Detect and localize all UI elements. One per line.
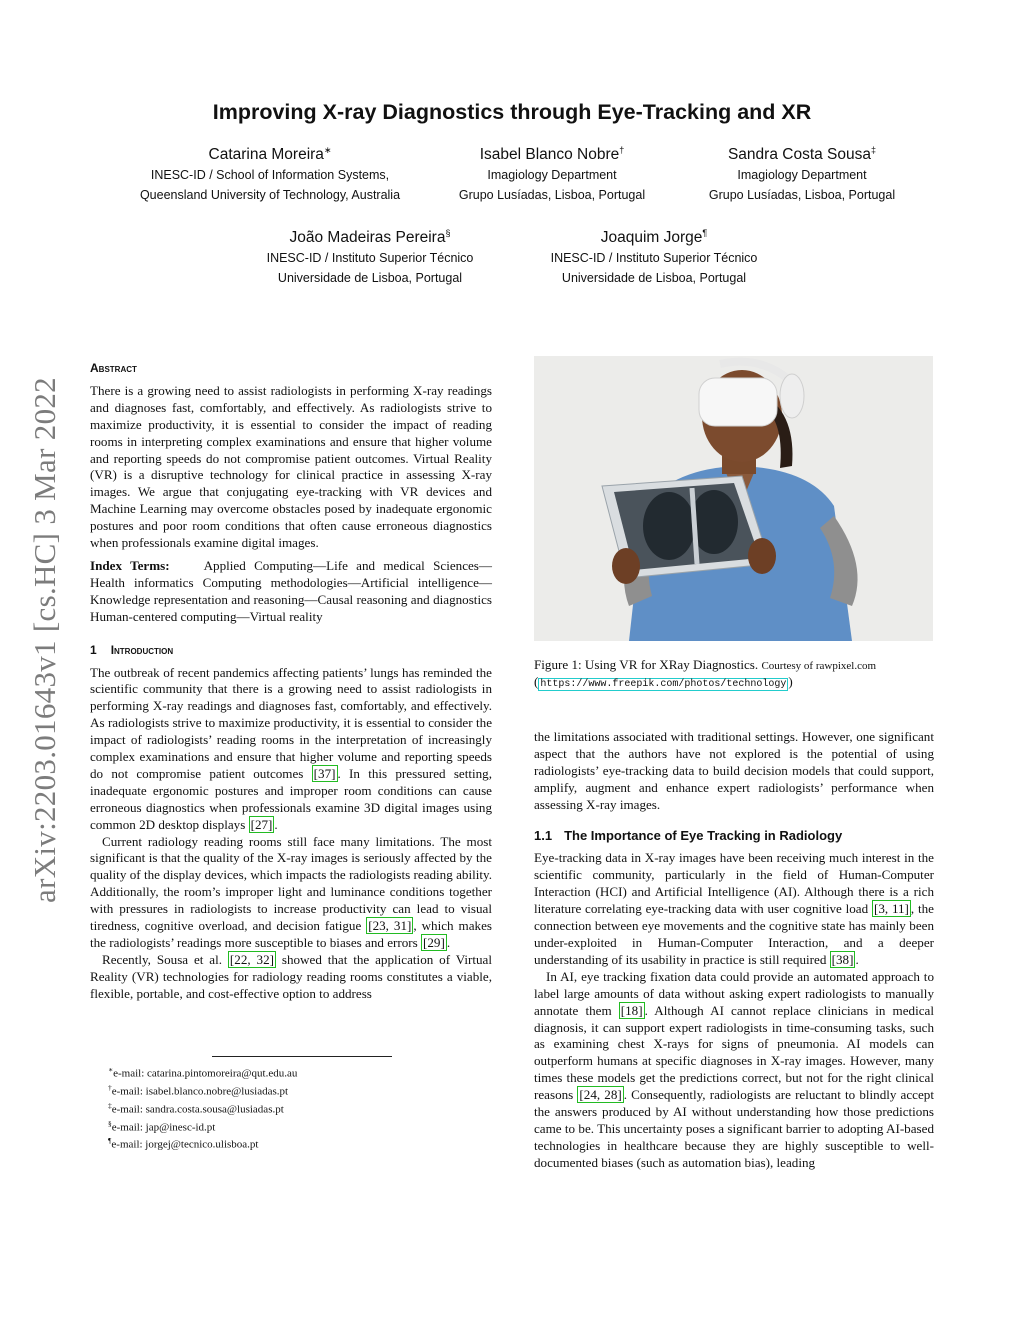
text-run: . Consequently, radiologists are reluctant to blindly accept the answers produced by AI without understanding how those predictions came to be. This uncertainty poses a significant barrier to adopting AI-based technologies in healthcare because they are highly susceptible to well-documented biases (such as automation bias), leading: [534, 1087, 934, 1170]
author-affiliation: Universidade de Lisboa, Portugal: [277, 271, 463, 285]
footnote: [108, 1063, 297, 1081]
left-hand: [612, 548, 640, 584]
text-run: Recently, Sousa et al.: [102, 951, 228, 967]
footnote-text: e-mail: sandra.costa.sousa@lusiadas.pt: [111, 1103, 284, 1116]
right-column: [534, 729, 934, 1172]
footnote: [108, 1134, 297, 1152]
author-name: João Madeiras Pereira: [289, 229, 446, 246]
text-run: . In this pressured setting, inadequate ergonomic postures and improper room conditions can cause erroneous diagnostics when professionals examine 3D digital images using common 2D desktop displays: [90, 765, 493, 832]
right-paragraph-0: the limitations associated with traditional settings. However, one significant aspect that the authors have not explored is the potential of using radiologists’ eye-tracking data to build decision models that could support, amplify, augment and enhance expert radiologists’ performance when assessing X-ray images.: [534, 729, 934, 812]
author-block-1: [120, 145, 420, 205]
intro-paragraph-1: [90, 665, 492, 834]
paren-close: ): [788, 674, 793, 689]
author-mark: ¶: [702, 227, 708, 238]
paren-open: (: [534, 674, 539, 689]
right-paragraph-1: [534, 850, 934, 968]
author-mark: ∗: [323, 144, 332, 155]
author-affiliation: Universidade de Lisboa, Portugal: [561, 271, 747, 285]
abstract-text: There is a growing need to assist radiologists in performing X-ray readings and diagnoses fast, comfortably, and effectively. As radiologists strive to maximize productivity, it is essential to consider the impact of reading rooms in interpreting complex examinations and ensure that higher volume and reporting speeds do not compromise patient outcomes. Virtual Reality (VR) is a disruptive technology for clinical practice in assessing X-ray images. We argue that conjugating eye-tracking with VR devices and Machine Learning may overcome obstacles posed by inadequate ergonomic postures and poor room conditions that often cause erroneous diagnostics when professionals examine digital images.: [90, 382, 492, 551]
citation-link[interactable]: [18]: [620, 1002, 643, 1018]
citation-link[interactable]: [37]: [313, 765, 336, 781]
author-affiliation: Grupo Lusíadas, Lisboa, Portugal: [708, 188, 896, 202]
footnote-mark: ¶: [108, 1136, 112, 1146]
author-block-2: [432, 145, 672, 205]
text-run: , which makes the radiologists’ readings more susceptible to biases and errors: [90, 918, 492, 950]
index-terms-label: Index Terms:: [90, 557, 170, 573]
author-block-3: [682, 145, 922, 205]
citation-link[interactable]: [23, 31]: [368, 918, 412, 934]
author-affiliation: INESC-ID / School of Information Systems,: [150, 168, 390, 182]
section-title: Introduction: [110, 642, 174, 657]
left-column: [90, 360, 492, 1003]
caption-text: Figure 1: Using VR for XRay Diagnostics.: [534, 657, 759, 672]
subsection-number: 1.1: [534, 827, 553, 843]
subsection-heading: [534, 828, 934, 845]
xray-lung-left: [643, 492, 695, 560]
footnote: [108, 1081, 297, 1099]
figure-source-link[interactable]: https://www.freepik.com/photos/technology: [540, 679, 787, 690]
footnote-text: e-mail: catarina.pintomoreira@qut.edu.au: [113, 1067, 298, 1080]
index-terms-text: Applied Computing—Life and medical Sciences—Health informatics Computing methodologies—Artificial intelligence—Knowledge representation and reasoning—Causal reasoning and diagnostics Human-centered computing—Virtual reality: [90, 557, 493, 624]
text-run: In AI, eye tracking fixation data could provide an automated approach to label large amounts of data without asking expert radiologists to manually annotate them: [534, 968, 934, 1018]
vr-headset: [699, 378, 777, 426]
section-number: 1: [90, 642, 97, 657]
author-mark: §: [445, 227, 451, 238]
text-run: , the connection between eye movements and the cognitive state has mainly been under-exploited in Human-Computer Interaction, and a deeper understanding of its usability in practice is still required: [534, 901, 934, 967]
abstract-heading: Abstract: [90, 361, 137, 375]
footnote-text: e-mail: jorgej@tecnico.ulisboa.pt: [111, 1139, 259, 1152]
text-run: Current radiology reading rooms still face many limitations. The most significant is that the quality of the X-ray images is seriously affected by the quality of the display devices, which impacts the radiologists reading ability. Additionally, the room’s improper light and luminance conditions together with pressures in radiologists to increase productivity can lead to visual tiredness, cognitive overload, and decision fatigue: [90, 833, 492, 934]
intro-paragraph-2: [90, 834, 492, 952]
footnote-mark: †: [108, 1082, 112, 1092]
footnote-text: e-mail: isabel.blanco.nobre@lusiadas.pt: [111, 1085, 289, 1098]
subsection-title: The Importance of Eye Tracking in Radiology: [564, 827, 843, 843]
right-paragraph-2: [534, 969, 934, 1172]
author-affiliation: INESC-ID / Instituto Superior Técnico: [550, 251, 758, 265]
footnote-mark: §: [108, 1118, 112, 1128]
author-affiliation: Queensland University of Technology, Australia: [139, 188, 401, 202]
footnote: [108, 1099, 297, 1117]
author-affiliation: Imagiology Department: [737, 168, 867, 182]
footnotes: [108, 1063, 297, 1152]
figure-1-photo: [534, 356, 933, 641]
author-affiliation: Grupo Lusíadas, Lisboa, Portugal: [458, 188, 646, 202]
citation-link[interactable]: [38]: [831, 951, 854, 967]
author-block-5: [524, 228, 784, 288]
author-mark: ‡: [871, 144, 877, 155]
index-terms: [90, 558, 492, 626]
arxiv-identifier[interactable]: arXiv:2203.01643v1 [cs.HC] 3 Mar 2022: [27, 377, 62, 903]
citation-link[interactable]: [3, 11]: [873, 901, 909, 917]
footnote-mark: ‡: [108, 1100, 112, 1110]
author-name: Sandra Costa Sousa: [727, 146, 872, 163]
text-run: .: [855, 951, 859, 967]
paper-title: Improving X-ray Diagnostics through Eye-Tracking and XR: [212, 100, 812, 124]
footnote-mark: ∗: [108, 1065, 114, 1074]
author-affiliation: INESC-ID / Instituto Superior Técnico: [266, 251, 474, 265]
citation-link[interactable]: [27]: [250, 816, 273, 832]
author-name: Catarina Moreira: [208, 146, 324, 163]
headset-earpiece: [780, 374, 804, 418]
citation-link[interactable]: [29]: [423, 935, 445, 950]
text-run: .: [274, 816, 278, 832]
author-affiliation: Imagiology Department: [487, 168, 617, 182]
author-block-4: [240, 228, 500, 288]
text-run: .: [446, 935, 451, 950]
text-run: Eye-tracking data in X-ray images have been receiving much interest in the scientific community, particularly in the field of Human-Computer Interaction (HCI) and Artificial Intelligence (AI). Although there is a rich literature correlating eye-tracking data with user cognitive load: [534, 850, 934, 917]
right-hand: [748, 538, 776, 574]
footnote: [108, 1117, 297, 1135]
caption-credit: Courtesy of rawpixel.com: [761, 660, 877, 672]
intro-paragraph-3: [90, 952, 492, 1003]
author-mark: †: [619, 144, 625, 155]
text-run: The outbreak of recent pandemics affecting patients’ lungs has reminded the scientific community that there is a growing need to assist radiologists in performing X-ray readings and diagnoses fast, comfortably, and effectively. As radiologists strive to maximize productivity, it is essential to consider the impact of radiologists’ reading rooms in the interpretation of increasingly complex examinations and ensure that higher volume and reporting speeds do not compromise patient outcomes: [90, 664, 492, 781]
figure-1-caption: [534, 657, 934, 693]
citation-link[interactable]: [24, 28]: [579, 1087, 622, 1103]
author-name: Joaquim Jorge: [600, 229, 703, 246]
footnote-text: e-mail: jap@inesc-id.pt: [111, 1121, 216, 1134]
text-run: . Although AI cannot replace clinicians in medical diagnosis, it can support expert radiologists in time-consuming tasks, such as examining chest X-rays for signs of pneumonia. AI models can outperform humans at specific diagnoses in X-ray images. However, many times these models get the predictions correct, but not for the right clinical reasons: [534, 1002, 934, 1103]
citation-link[interactable]: [22, 32]: [229, 951, 274, 967]
author-name: Isabel Blanco Nobre: [479, 146, 620, 163]
text-run: showed that the application of Virtual Reality (VR) technologies for radiology reading rooms constitutes a viable, flexible, portable, and cost-effective option to address: [90, 951, 493, 1001]
intro-heading: [90, 642, 492, 659]
footnote-divider: [212, 1056, 392, 1057]
